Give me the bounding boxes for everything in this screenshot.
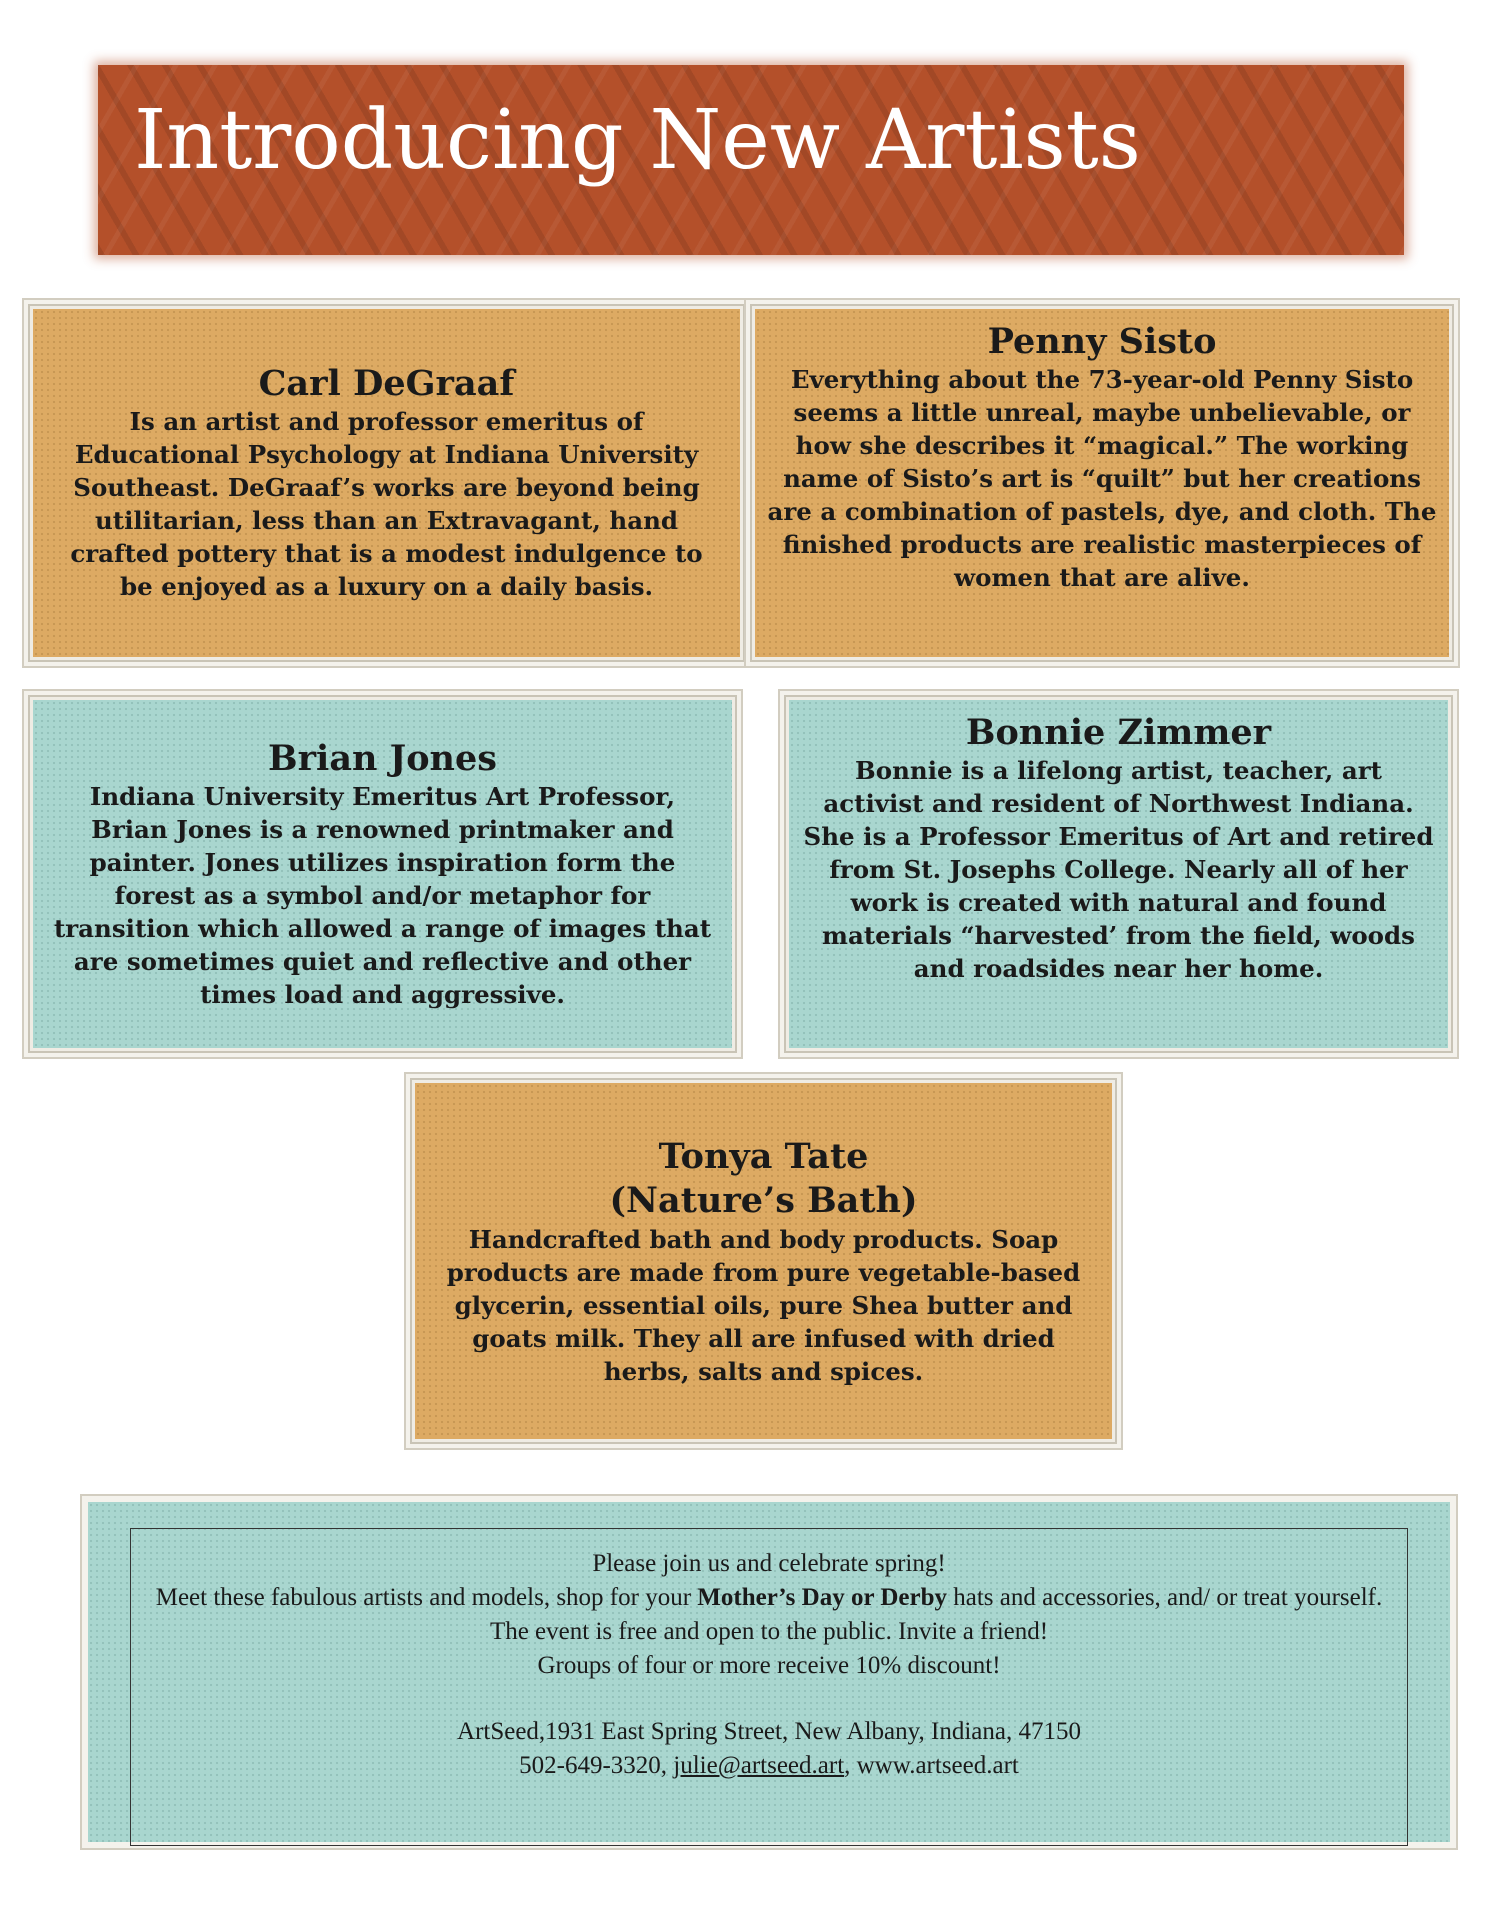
artist-name: Tonya Tate	[658, 1135, 869, 1177]
artist-card-tonya-tate	[412, 1080, 1115, 1442]
contact-line	[131, 1749, 1407, 1783]
spacer	[131, 1683, 1407, 1715]
artist-name: Brian Jones	[268, 737, 497, 779]
invite-line: Please join us and celebrate spring!	[592, 1550, 946, 1577]
free-event-line: The event is free and open to the public. Invite a friend!	[489, 1618, 1049, 1645]
page-title: Introducing New Artists	[134, 93, 1141, 188]
artist-name: Carl DeGraaf	[258, 363, 515, 404]
shopping-text-pre: Meet these fabulous artists and models, shop for your	[155, 1584, 698, 1611]
artist-bio: Everything about the 73-year-old Penny Sisto seems a little unreal, maybe unbelievable, or how she describes it “magical.” The working name of Sisto’s art is “quilt” but her creations are a combination of pastels, dye, and cloth. The finished products are realistic masterpieces of women that are alive.	[767, 365, 1437, 592]
website-text: , www.artseed.art	[844, 1752, 1019, 1779]
shopping-line	[131, 1581, 1407, 1615]
shopping-text-post: hats and accessories, and/ or treat yourself.	[947, 1584, 1383, 1611]
artist-name: Penny Sisto	[987, 321, 1217, 362]
discount-line: Groups of four or more receive 10% discount!	[537, 1652, 1001, 1679]
artist-card-brian-jones	[30, 697, 735, 1051]
artist-bio: Bonnie is a lifelong artist, teacher, art activist and resident of Northwest Indiana. She is a Professor Emeritus of Art and retired from St. Josephs College. Nearly all of her work is created with natural and found materials “harvested’ from the field, woods and roadsides near her home.	[803, 756, 1434, 983]
address-line: ArtSeed,1931 East Spring Street, New Albany, Indiana, 47150	[457, 1718, 1081, 1745]
artist-card-carl-degraaf	[30, 306, 743, 660]
artist-business-name: (Nature’s Bath)	[609, 1179, 918, 1221]
event-info-panel	[88, 1502, 1450, 1842]
artist-bio: Is an artist and professor emeritus of Educational Psychology at Indiana University Southeast. DeGraaf’s works are beyond being utilitarian, less than an Extravagant, hand crafted pottery that is a modest indulgence to be enjoyed as a luxury on a daily basis.	[70, 407, 703, 601]
artist-name: Bonnie Zimmer	[965, 712, 1272, 753]
artist-card-bonnie-zimmer	[786, 697, 1451, 1051]
artist-bio: Indiana University Emeritus Art Professor, Brian Jones is a renowned printmaker and painter. Jones utilizes inspiration form the forest as a symbol and/or metaphor for transition which allowed a range of images that are sometimes quiet and reflective and other times load and aggressive.	[53, 781, 712, 1009]
artist-bio: Handcrafted bath and body products. Soap products are made from pure vegetable-based glycerin, essential oils, pure Shea butter and goats milk. They all are infused with dried herbs, salts and spices.	[446, 1224, 1081, 1386]
email-link[interactable]: julie@artseed.art	[673, 1752, 845, 1779]
holiday-highlight: Mother’s Day or Derby	[697, 1584, 947, 1611]
artist-card-penny-sisto	[752, 306, 1452, 660]
title-banner	[98, 65, 1404, 255]
phone-number: 502-649-3320,	[519, 1752, 674, 1779]
event-info-box	[130, 1528, 1408, 1846]
